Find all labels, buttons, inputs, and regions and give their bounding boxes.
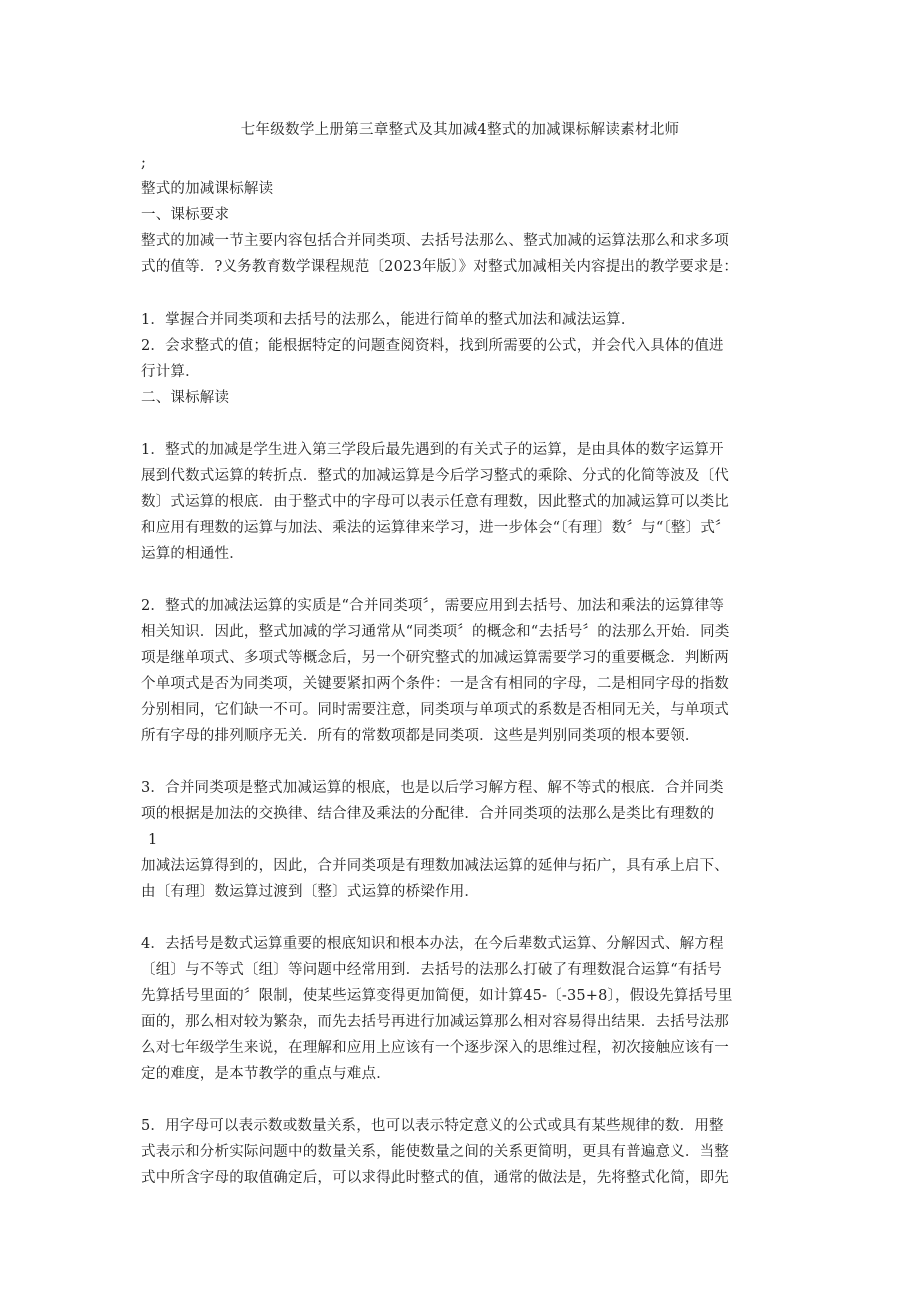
text-line: 2．会求整式的值；能根据特定的问题查阅资料，找到所需要的公式，并会代入具体的值进	[141, 338, 724, 354]
text-line: 〔组〕与不等式〔组〕等问题中经常用到．去括号的法那么打破了有理数混合运算“有括号	[141, 962, 722, 978]
text-line: ;	[141, 155, 147, 171]
text-line: 展到代数式运算的转折点．整式的加减运算是今后学习整式的乘除、分式的化简等波及〔代	[141, 468, 729, 484]
text-line: 所有字母的排列顺序无关．所有的常数项都是同类项．这些是判别同类项的根本要领．	[141, 728, 700, 744]
section-heading: 二、课标解读	[141, 390, 230, 406]
text-line: 分别相同，它们缺一不可。同时需要注意，同类项与单项式的系数是否相同无关，与单项式	[141, 702, 729, 718]
text-line: 么对七年级学生来说，在理解和应用上应该有一个逐步深入的思维过程，初次接触应该有一	[141, 1040, 729, 1056]
text-line: 行计算．	[141, 364, 200, 380]
text-line: 个单项式是否为同类项，关键要紧扣两个条件：一是含有相同的字母，二是相同字母的指数	[141, 676, 729, 692]
text-line: 式表示和分析实际问题中的数量关系，能使数量之间的关系更简明，更具有普遍意义．当整	[141, 1144, 729, 1160]
text-line: 加减法运算得到的，因此，合并同类项是有理数加减法运算的延伸与拓广，具有承上启下、	[141, 858, 729, 874]
text-line: 4．去括号是数式运算重要的根底知识和根本办法，在今后辈数式运算、分解因式、解方程	[141, 936, 724, 952]
section-heading: 一、课标要求	[141, 207, 230, 223]
text-line: 3．合并同类项是整式加减运算的根底，也是以后学习解方程、解不等式的根底．合并同类	[141, 780, 724, 796]
text-line: 式中所含字母的取值确定后，可以求得此时整式的值，通常的做法是，先将整式化简，即先	[141, 1170, 729, 1186]
page-number: 1	[148, 832, 158, 848]
text-line: 项的根据是加法的交换律、结合律及乘法的分配律．合并同类项的法那么是类比有理数的	[141, 806, 715, 822]
text-line: 运算的相通性．	[141, 546, 244, 562]
text-line: 面的，那么相对较为繁杂，而先去括号再进行加减运算那么相对容易得出结果．去括号法那	[141, 1014, 729, 1030]
text-line: 5．用字母可以表示数或数量关系，也可以表示特定意义的公式或具有某些规律的数．用整	[141, 1118, 724, 1134]
text-line: 2．整式的加减法运算的实质是“合并同类项〞，需要应用到去括号、加法和乘法的运算律等	[141, 598, 725, 614]
text-line: 整式的加减一节主要内容包括合并同类项、去括号法那么、整式加减的运算法那么和求多项	[141, 233, 729, 249]
text-line: 式的值等．?义务教育数学课程规范〔2023年版〕》对整式加减相关内容提出的教学要求是：	[141, 259, 739, 275]
text-line: 先算括号里面的〞限制，使某些运算变得更加简便，如计算45-〔-35+8〕，假设先算括号里	[141, 988, 733, 1004]
text-line: 相关知识．因此，整式加减的学习通常从“同类项〞的概念和“去括号〞的法那么开始．同类	[141, 624, 730, 640]
text-line: 定的难度，是本节教学的重点与难点．	[141, 1066, 391, 1082]
text-line: 1．整式的加减是学生进入第三学段后最先遇到的有关式子的运算，是由具体的数字运算开	[141, 442, 724, 458]
text-line: 和应用有理数的运算与加法、乘法的运算律来学习，进一步体会“〔有理〕数〞与“〔整〕式〞	[141, 520, 730, 536]
text-line: 数〕式运算的根底．由于整式中的字母可以表示任意有理数，因此整式的加减运算可以类比	[141, 494, 729, 510]
text-line: 由〔有理〕数运算过渡到〔整〕式运算的桥梁作用．	[141, 884, 480, 900]
text-line: 项是继单项式、多项式等概念后，另一个研究整式的加减运算需要学习的重要概念．判断两	[141, 650, 729, 666]
document-title: 七年级数学上册第三章整式及其加减4整式的加减课标解读素材北师	[240, 122, 680, 138]
section-heading: 整式的加减课标解读	[141, 181, 274, 197]
text-line: 1．掌握合并同类项和去括号的法那么，能进行简单的整式加法和减法运算．	[141, 312, 636, 328]
